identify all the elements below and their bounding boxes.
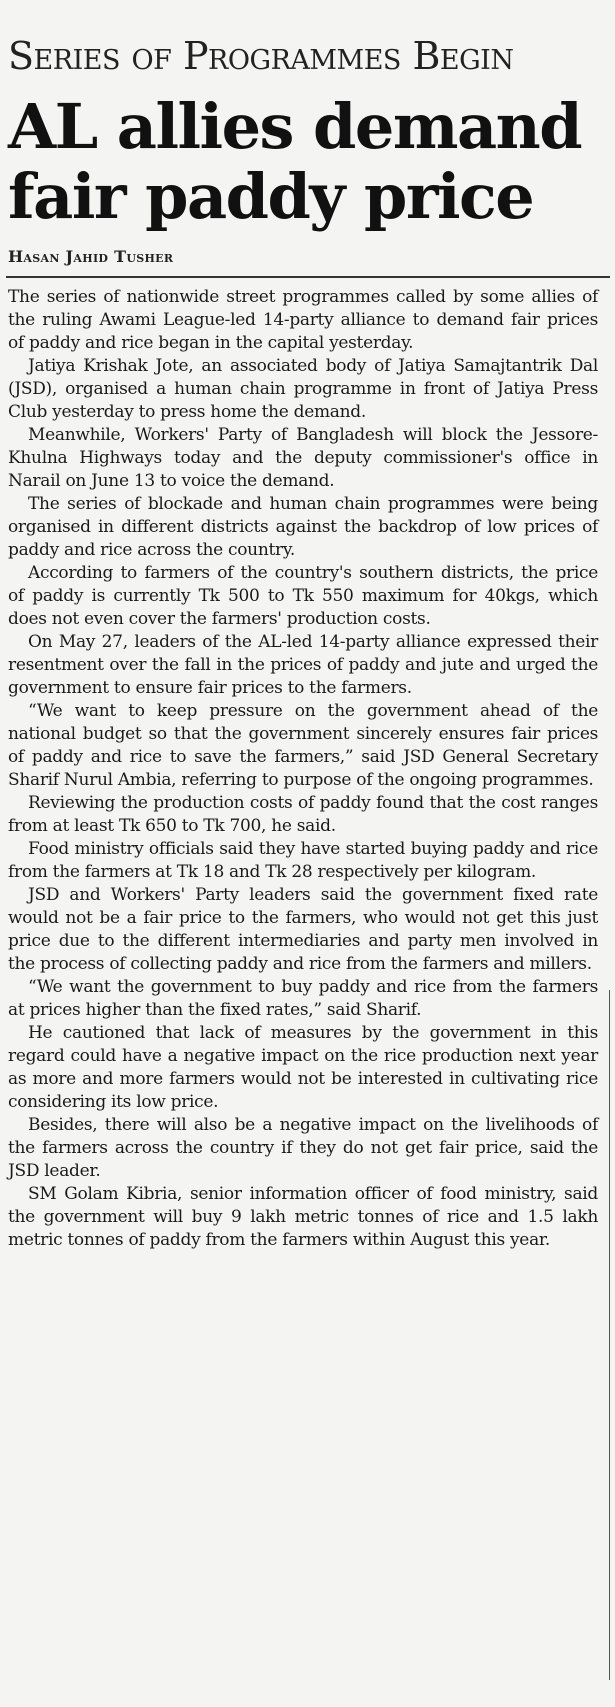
article-body [8, 286, 598, 1252]
paragraph: Reviewing the production costs of paddy found that the cost ranges from at least Tk 650 to Tk 700, he said. [8, 793, 598, 836]
headline-line-1: AL allies demand [8, 90, 582, 163]
paragraph: JSD and Workers' Party leaders said the government fixed rate would not be a fair price to the farmers, who would not get this just price due to the different intermediaries and party men involved in the process of collecting paddy and rice from the farmers and millers. [8, 885, 598, 974]
paragraph: According to farmers of the country's southern districts, the price of paddy is currently Tk 500 to Tk 550 maximum for 40kgs, which does not even cover the farmers' production costs. [8, 563, 598, 629]
paragraph: The series of nationwide street programmes called by some allies of the ruling Awami League-led 14-party alliance to demand fair prices of paddy and rice began in the capital yesterday. [8, 287, 598, 353]
byline-divider [6, 276, 610, 278]
paragraph: On May 27, leaders of the AL-led 14-party alliance expressed their resentment over the fall in the prices of paddy and jute and urged the government to ensure fair prices to the farmers. [8, 632, 598, 698]
paragraph: Food ministry officials said they have started buying paddy and rice from the farmers at Tk 18 and Tk 28 respectively per kilogram. [8, 839, 598, 882]
kicker: Series of Programmes Begin [8, 34, 514, 78]
headline-line-2: fair paddy price [8, 160, 534, 233]
paragraph: Besides, there will also be a negative impact on the livelihoods of the farmers across the country if they do not get fair price, said the JSD leader. [8, 1115, 598, 1181]
paragraph: The series of blockade and human chain programmes were being organised in different districts against the backdrop of low prices of paddy and rice across the country. [8, 494, 598, 560]
paragraph: SM Golam Kibria, senior information officer of food ministry, said the government will buy 9 lakh metric tonnes of rice and 1.5 lakh metric tonnes of paddy from the farmers within August this year. [8, 1184, 598, 1250]
paragraph: “We want the government to buy paddy and rice from the farmers at prices higher than the fixed rates,” said Sharif. [8, 977, 598, 1020]
headline [8, 92, 608, 232]
paragraph: “We want to keep pressure on the government ahead of the national budget so that the government sincerely ensures fair prices of paddy and rice to save the farmers,” said JSD General Secretary Sharif Nurul Ambia, referring to purpose of the ongoing programmes. [8, 701, 598, 790]
column-rule [609, 990, 610, 1680]
paragraph: He cautioned that lack of measures by the government in this regard could have a negative impact on the rice production next year as more and more farmers would not be interested in cultivating rice considering its low price. [8, 1023, 598, 1112]
paragraph: Jatiya Krishak Jote, an associated body of Jatiya Samajtantrik Dal (JSD), organised a human chain programme in front of Jatiya Press Club yesterday to press home the demand. [8, 356, 598, 422]
paragraph: Meanwhile, Workers' Party of Bangladesh will block the Jessore-Khulna Highways today and the deputy commissioner's office in Narail on June 13 to voice the demand. [8, 425, 598, 491]
byline: Hasan Jahid Tusher [8, 247, 174, 266]
